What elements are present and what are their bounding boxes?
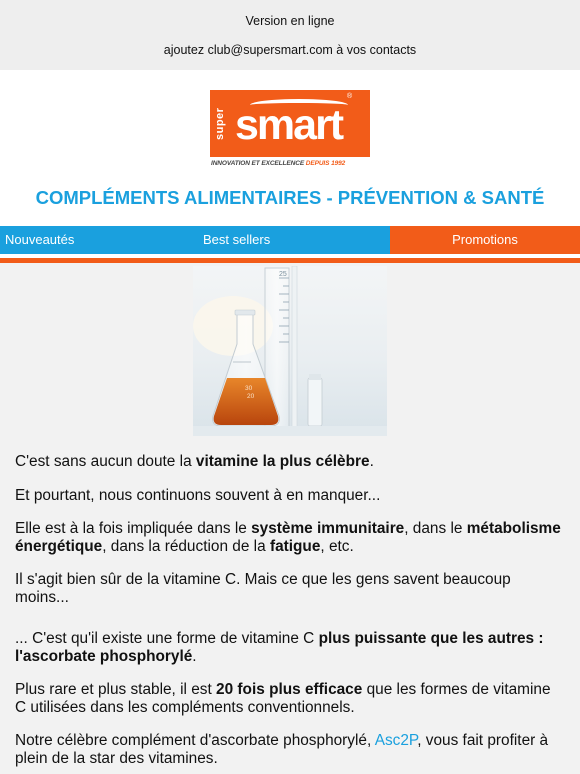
tick-30: 30	[245, 385, 253, 392]
logo-tagline	[211, 160, 345, 167]
paragraph-4: Il s'agit bien sûr de la vitamine C. Mais ce que les gens savent beaucoup moins...	[15, 571, 511, 606]
main-content	[0, 263, 580, 767]
page-headline: COMPLÉMENTS ALIMENTAIRES - PRÉVENTION & SANTÉ	[35, 187, 545, 208]
p3-bold-metabolism: métabolisme énergétique	[15, 520, 561, 555]
p6-text-c: que les formes de vitamine C utilisées dans les compléments conventionnels.	[15, 681, 551, 716]
nav-bar	[0, 226, 580, 254]
small-vial	[308, 378, 322, 426]
nav-new-products[interactable]: Nouveautés	[0, 226, 195, 254]
logo-smart-text: smart	[235, 101, 343, 149]
supersmart-logo[interactable]	[210, 90, 370, 174]
p3-bold-immune: système immunitaire	[251, 520, 405, 537]
p3-bold-fatigue: fatigue	[269, 537, 321, 555]
email-header	[0, 70, 580, 226]
tick-25: 25	[279, 271, 287, 278]
article-body	[0, 436, 580, 767]
vial-cap	[309, 374, 321, 380]
paragraph-1	[15, 453, 565, 471]
tick-20: 20	[247, 393, 255, 400]
paragraph-5	[15, 630, 565, 665]
paragraph-7	[15, 732, 565, 767]
p3-text-c: , dans le	[404, 520, 467, 537]
pipette	[292, 266, 297, 431]
p7-text-b: , vous fait profiter à plein de la star des vitamines.	[15, 732, 549, 767]
asc2p-link[interactable]: Asc2P	[374, 732, 418, 749]
online-version-link[interactable]: Version en ligne	[245, 14, 335, 28]
nav-best-sellers[interactable]: Best sellers	[195, 226, 390, 254]
p3-text-e: , dans la réduction de la	[102, 537, 270, 555]
logo-super-text: super	[214, 107, 226, 141]
lab-flask-illustration	[193, 266, 387, 436]
lab-flask-image[interactable]	[193, 266, 387, 436]
p6-bold: 20 fois plus efficace	[216, 681, 363, 698]
p5-end: .	[192, 647, 197, 665]
p3-text-g: , etc.	[320, 537, 354, 555]
bench-surface	[193, 426, 387, 436]
paragraph-2: Et pourtant, nous continuons souvent à en manquer...	[15, 486, 381, 504]
p5-bold: plus puissante que les autres : l'ascorbate phosphorylé	[15, 630, 544, 665]
p5-text: ... C'est qu'il existe une forme de vitamine C	[15, 630, 319, 647]
p1-end: .	[369, 453, 374, 470]
flask-rim	[235, 310, 255, 315]
p1-bold: vitamine la plus célèbre	[195, 453, 370, 470]
p3-text-a: Elle est à la fois impliquée dans le	[15, 520, 252, 537]
paragraph-6	[15, 681, 565, 716]
add-contact-text: ajoutez club@supersmart.com à vos contacts	[163, 43, 417, 57]
logo-box	[210, 90, 370, 157]
tagline-main: INNOVATION ET EXCELLENCE	[211, 160, 306, 167]
light-glow	[193, 296, 273, 356]
paragraph-3	[15, 520, 565, 555]
registered-mark: ®	[347, 93, 353, 100]
logo-area	[0, 70, 580, 173]
nav-promotions[interactable]: Promotions	[390, 226, 580, 254]
p6-text-a: Plus rare et plus stable, il est	[15, 681, 217, 698]
p1-text: C'est sans aucun doute la	[15, 453, 196, 470]
tagline-since: DEPUIS 1992	[305, 160, 346, 167]
preheader	[0, 0, 580, 70]
p7-text-a: Notre célèbre complément d'ascorbate phosphorylé,	[15, 732, 375, 749]
